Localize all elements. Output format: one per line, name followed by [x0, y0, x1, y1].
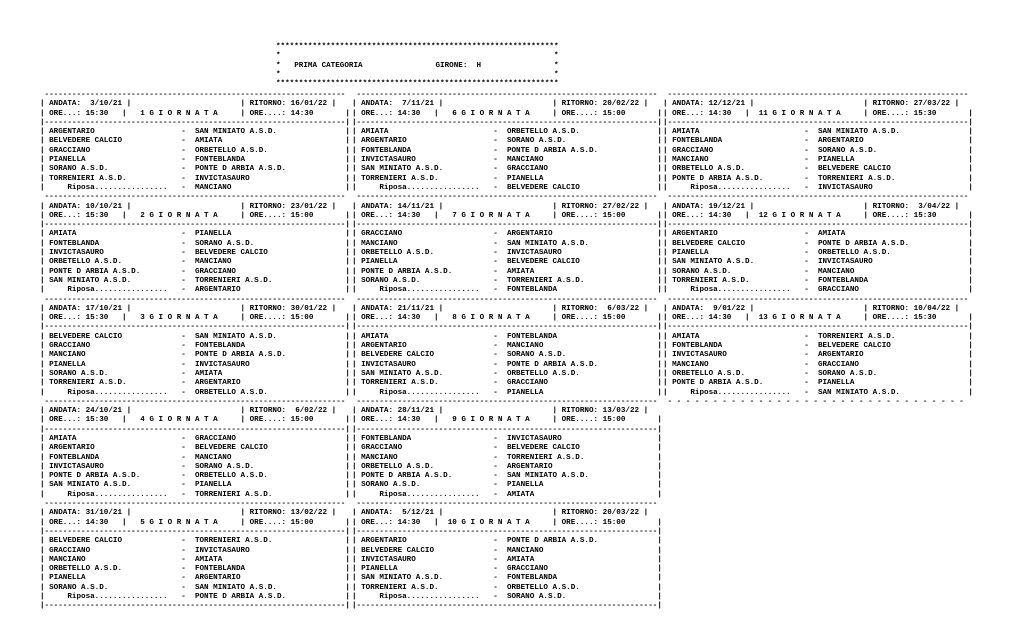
round-5-block: ------------------------------------------------------------------ | ANDATA: 31/10/21 | | RITORNO: 13/02/22 | | ORE...: 14:30 | 5 G I O R N A T A | ORE....: 15:00 | |------------------------------------------------------------------| | BELVEDERE CALCIO - TORRENIERI A.S.D. | | GRACCIANO - INVICTASAURO | | MANCIANO - AMIATA | | ORBETELLO A.S.D. - FONTEBLANDA | | PIANELLA - ARGENTARIO | | SORANO A.S.D. - SAN MINIATO A.S.D. | | Riposa................ - PONTE D ARBIA A.S.D. |: [40, 500, 350, 602]
round-7-block: ------------------------------------------------------------------ | ANDATA: 14/11/21 | | RITORNO: 27/02/22 | | ORE...: 14:30 | 7 G I O R N A T A | ORE....: 15:00 | |------------------------------------------------------------------| | GRACCIANO - ARGENTARIO | | MANCIANO - SAN MINIATO A.S.D. | | ORBETELLO A.S.D. - INVICTASAURO | | PIANELLA - BELVEDERE CALCIO | | PONTE D ARBIA A.S.D. - AMIATA | | SORANO A.S.D. - TORRENIERI A.S.D. | | Riposa................ - FONTEBLANDA |: [352, 193, 662, 295]
rounds-column-2: [352, 91, 662, 612]
round-2-block: ------------------------------------------------------------------ | ANDATA: 10/10/21 | | RITORNO: 23/01/22 | | ORE...: 15:30 | 2 G I O R N A T A | ORE....: 15:00 | |------------------------------------------------------------------| | AMIATA - PIANELLA | | FONTEBLANDA - SORANO A.S.D. | | INVICTASAURO - BELVEDERE CALCIO | | ORBETELLO A.S.D. - MANCIANO | | PONTE D ARBIA A.S.D. - GRACCIANO | | SAN MINIATO A.S.D. - TORRENIERI A.S.D. | | Riposa................ - ARGENTARIO |: [40, 193, 350, 295]
round-9-block: ------------------------------------------------------------------ | ANDATA: 28/11/21 | | RITORNO: 13/03/22 | | ORE...: 14:30 | 9 G I O R N A T A | ORE....: 15:00 | |------------------------------------------------------------------| | FONTEBLANDA - INVICTASAURO | | GRACCIANO - BELVEDERE CALCIO | | MANCIANO - TORRENIERI A.S.D. | | ORBETELLO A.S.D. - ARGENTARIO | | PONTE D ARBIA A.S.D. - SAN MINIATO A.S.D. | | SORANO A.S.D. - PIANELLA | | Riposa................ - AMIATA |: [352, 397, 662, 499]
column-footer-line: - - - - - - - - - - - - - - - - - - - - - - - - - - - - - - - - -: [663, 397, 969, 406]
rounds-column-3: [663, 91, 973, 407]
rounds-column-1: [40, 91, 350, 612]
round-10-block: ------------------------------------------------------------------ | ANDATA: 5/12/21 | | RITORNO: 20/03/22 | | ORE...: 14:30 | 10 G I O R N A T A | ORE....: 15:00 | |------------------------------------------------------------------| | ARGENTARIO - PONTE D ARBIA A.S.D. | | BELVEDERE CALCIO - MANCIANO | | INVICTASAURO - AMIATA | | PIANELLA - GRACCIANO | | SAN MINIATO A.S.D. - FONTEBLANDA | | TORRENIERI A.S.D. - ORBETELLO A.S.D. | | Riposa................ - SORANO A.S.D. |: [352, 500, 662, 602]
round-12-block: ------------------------------------------------------------------ | ANDATA: 19/12/21 | | RITORNO: 3/04/22 | | ORE...: 14:30 | 12 G I O R N A T A | ORE....: 15:30 | |------------------------------------------------------------------| | ARGENTARIO - AMIATA | | BELVEDERE CALCIO - PONTE D ARBIA A.S.D. | | PIANELLA - ORBETELLO A.S.D. | | SAN MINIATO A.S.D. - INVICTASAURO | | SORANO A.S.D. - MANCIANO | | TORRENIERI A.S.D. - FONTEBLANDA | | Riposa................ - GRACCIANO |: [663, 193, 973, 295]
round-6-block: ------------------------------------------------------------------ | ANDATA: 7/11/21 | | RITORNO: 20/02/22 | | ORE...: 14:30 | 6 G I O R N A T A | ORE....: 15:00 | |------------------------------------------------------------------| | AMIATA - ORBETELLO A.S.D. | | ARGENTARIO - SORANO A.S.D. | | FONTEBLANDA - PONTE D ARBIA A.S.D. | | INVICTASAURO - MANCIANO | | SAN MINIATO A.S.D. - GRACCIANO | | TORRENIERI A.S.D. - PIANELLA | | Riposa................ - BELVEDERE CALCIO |: [352, 91, 662, 192]
column-footer-line: |------------------------------------------------------------------|: [352, 602, 662, 611]
column-footer-line: |------------------------------------------------------------------|: [40, 602, 350, 611]
round-8-block: ------------------------------------------------------------------ | ANDATA: 21/11/21 | | RITORNO: 6/03/22 | | ORE...: 14:30 | 8 G I O R N A T A | ORE....: 15:00 | |------------------------------------------------------------------| | AMIATA - FONTEBLANDA | | ARGENTARIO - MANCIANO | | BELVEDERE CALCIO - SORANO A.S.D. | | INVICTASAURO - PONTE D ARBIA A.S.D. | | SAN MINIATO A.S.D. - ORBETELLO A.S.D. | | TORRENIERI A.S.D. - GRACCIANO | | Riposa................ - PIANELLA |: [352, 295, 662, 397]
round-13-block: ------------------------------------------------------------------ | ANDATA: 9/01/22 | | RITORNO: 10/04/22 | | ORE...: 14:30 | 13 G I O R N A T A | ORE....: 15:30 | |------------------------------------------------------------------| | AMIATA - TORRENIERI A.S.D. | | FONTEBLANDA - BELVEDERE CALCIO | | INVICTASAURO - ARGENTARIO | | MANCIANO - GRACCIANO | | ORBETELLO A.S.D. - SORANO A.S.D. | | PONTE D ARBIA A.S.D. - PIANELLA | | Riposa................ - SAN MINIATO A.S.D. |: [663, 295, 973, 397]
round-4-block: ------------------------------------------------------------------ | ANDATA: 24/10/21 | | RITORNO: 6/02/22 | | ORE...: 15:30 | 4 G I O R N A T A | ORE....: 15:00 | |------------------------------------------------------------------| | AMIATA - GRACCIANO | | ARGENTARIO - BELVEDERE CALCIO | | FONTEBLANDA - MANCIANO | | INVICTASAURO - SORANO A.S.D. | | PONTE D ARBIA A.S.D. - ORBETELLO A.S.D. | | SAN MINIATO A.S.D. - PIANELLA | | Riposa................ - TORRENIERI A.S.D. |: [40, 397, 350, 499]
round-3-block: ------------------------------------------------------------------ | ANDATA: 17/10/21 | | RITORNO: 30/01/22 | | ORE...: 15:30 | 3 G I O R N A T A | ORE....: 15:00 | |------------------------------------------------------------------| | BELVEDERE CALCIO - SAN MINIATO A.S.D. | | GRACCIANO - FONTEBLANDA | | MANCIANO - PONTE D ARBIA A.S.D. | | PIANELLA - INVICTASAURO | | SORANO A.S.D. - AMIATA | | TORRENIERI A.S.D. - ARGENTARIO | | Riposa................ - ORBETELLO A.S.D. |: [40, 295, 350, 397]
round-1-block: ------------------------------------------------------------------ | ANDATA: 3/10/21 | | RITORNO: 16/01/22 | | ORE...: 15:30 | 1 G I O R N A T A | ORE....: 14:30 | |------------------------------------------------------------------| | ARGENTARIO - SAN MINIATO A.S.D. | | BELVEDERE CALCIO - AMIATA | | GRACCIANO - ORBETELLO A.S.D. | | PIANELLA - FONTEBLANDA | | SORANO A.S.D. - PONTE D ARBIA A.S.D. | | TORRENIERI A.S.D. - INVICTASAURO | | Riposa................ - MANCIANO |: [40, 91, 350, 192]
championship-header: ************************************************************** * * * PRIMA CATEGORIA GIRONE: H * * * **************************************************************: [276, 43, 559, 89]
round-11-block: ------------------------------------------------------------------ | ANDATA: 12/12/21 | | RITORNO: 27/03/22 | | ORE...: 14:30 | 11 G I O R N A T A | ORE....: 15:30 | |------------------------------------------------------------------| | AMIATA - SAN MINIATO A.S.D. | | FONTEBLANDA - ARGENTARIO | | GRACCIANO - SORANO A.S.D. | | MANCIANO - PIANELLA | | ORBETELLO A.S.D. - BELVEDERE CALCIO | | PONTE D ARBIA A.S.D. - TORRENIERI A.S.D. | | Riposa................ - INVICTASAURO |: [663, 91, 973, 192]
